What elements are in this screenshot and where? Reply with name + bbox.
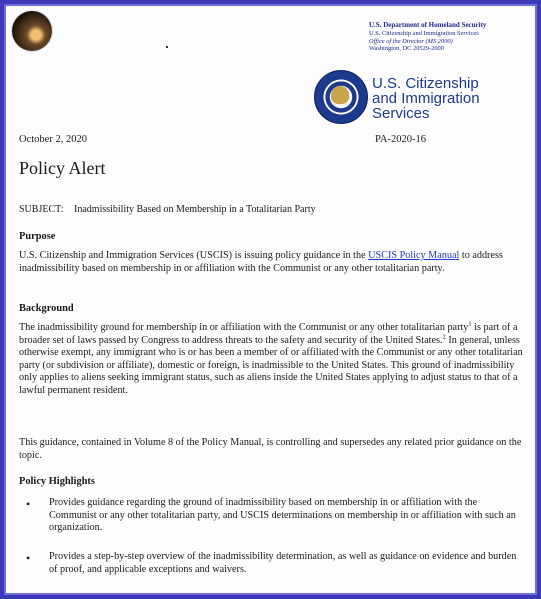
dept-name: U.S. Department of Homeland Security [369, 21, 487, 29]
address-line: Washington, DC 20529-2000 [369, 45, 444, 53]
uscis-wordmark [372, 76, 512, 121]
background-text-c: In general, unless otherwise exempt, any immigrant who is or has been a member of or affiliated with the Communist or any other totalitarian party (or subdivision or affiliate), domestic or foreign, is inadmissible to the United States. This ground of inadmissibility only applies to aliens seeking immigrant status, such as aliens inside the United States applying to adjust status to that of a lawful permanent resident. [19, 334, 523, 396]
footnote-ref-2[interactable]: 2 [442, 333, 446, 341]
purpose-paragraph [19, 250, 524, 275]
background-paragraph-1 [19, 322, 524, 398]
office-line: Office of the Director (MS 2000) [369, 37, 453, 45]
stray-dot [166, 46, 168, 48]
purpose-text-before: U.S. Citizenship and Immigration Services (USCIS) is issuing policy guidance in the [19, 250, 369, 261]
document-date: October 2, 2020 [19, 134, 87, 145]
uscis-wordmark-line-1: U.S. Citizenship [372, 75, 479, 92]
page-title: Policy Alert [19, 158, 106, 178]
bullet-icon: • [26, 551, 31, 565]
background-text-a: The inadmissibility ground for membership in or affiliation with the Communist or any other totalitarian party [19, 322, 469, 333]
document-number: PA-2020-16 [375, 134, 426, 145]
eagle-icon [331, 86, 349, 104]
uscis-wordmark-line-3: Services [372, 105, 430, 122]
agency-line: U.S. Citizenship and Immigration Services [369, 29, 479, 37]
highlight-item: Provides guidance regarding the ground of inadmissibility based on membership in or affiliation with the Communist or any other totalitarian party, and USCIS determinations on membership in or affiliation with such an organization. [49, 497, 516, 534]
bullet-icon: • [26, 497, 31, 511]
avatar[interactable] [12, 11, 52, 51]
footnote-ref-1[interactable]: 1 [468, 320, 472, 328]
highlight-item: Provides a step-by-step overview of the inadmissibility determination, as well as guidance on evidence and burden of proof, and applicable exceptions and waivers. [49, 551, 517, 575]
background-paragraph-2: This guidance, contained in Volume 8 of the Policy Manual, is controlling and supersedes any related prior guidance on the topic. [19, 437, 522, 461]
purpose-text-after: to address inadmissibility based on membership in or affiliation with the Communist or any other totalitarian party. [19, 250, 503, 274]
agency-address-block [369, 22, 534, 53]
background-heading: Background [19, 303, 74, 314]
uscis-wordmark-line-2: and Immigration [372, 90, 480, 107]
subject-line [19, 204, 316, 215]
purpose-heading: Purpose [19, 231, 56, 242]
policy-manual-link[interactable]: USCIS Policy Manual [368, 250, 460, 261]
highlights-heading: Policy Highlights [19, 476, 95, 487]
policy-document [6, 6, 535, 593]
subject-text: Inadmissibility Based on Membership in a Totalitarian Party [74, 204, 316, 215]
subject-label: SUBJECT: [19, 204, 64, 215]
background-text-b: is part of a broader set of laws passed by Congress to address threats to the safety and security of the United States. [19, 322, 518, 346]
